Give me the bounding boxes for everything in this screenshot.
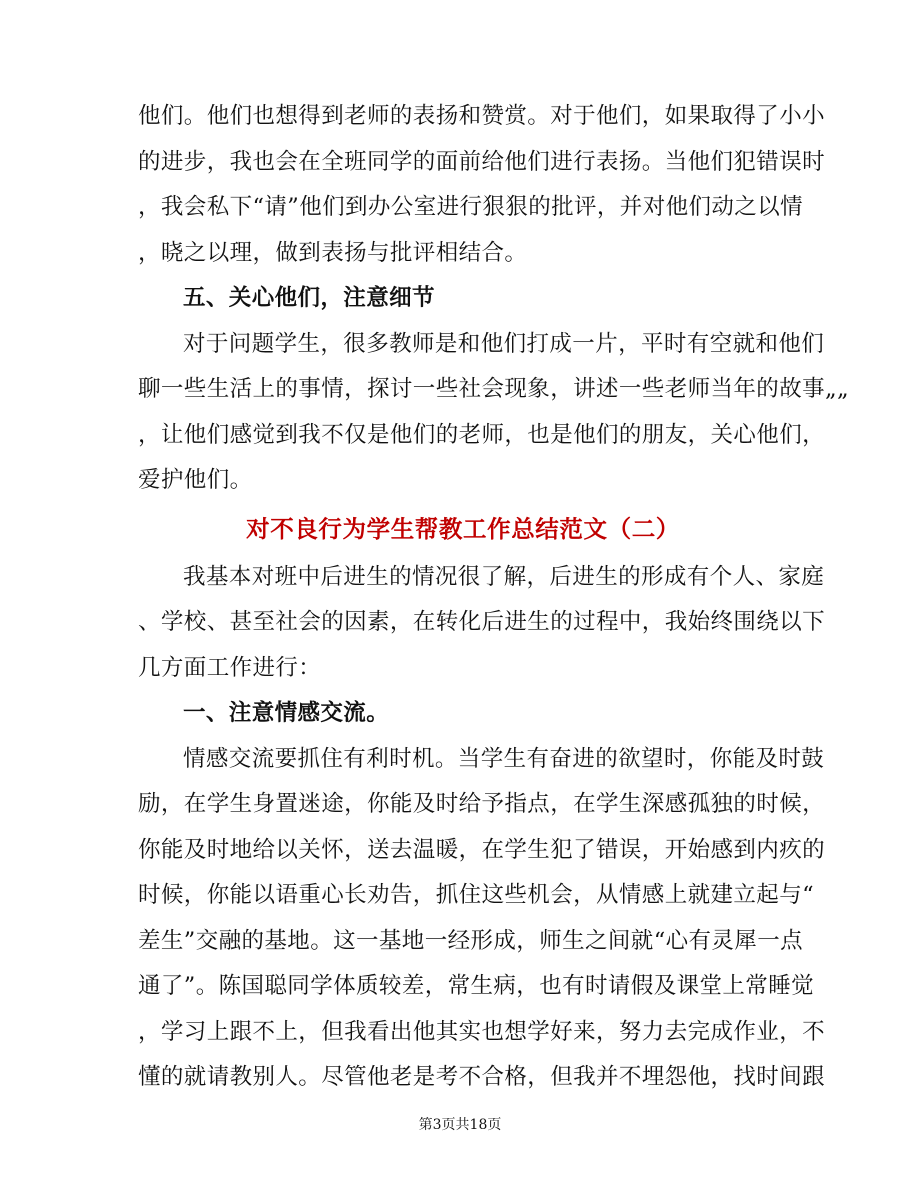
paragraph-care (138, 322, 850, 504)
paragraph-continued (138, 94, 826, 276)
text-line: ，让他们感觉到我不仅是他们的老师，也是他们的朋友，关心他们， (138, 421, 826, 448)
text-line: 懂的就请教别人。尽管他老是考不合格，但我并不埋怨他，找时间跟 (138, 1064, 826, 1090)
text-line: 情感交流要抓住有利时机。当学生有奋进的欲望时，你能及时鼓 (183, 745, 825, 772)
text-line: ，晓之以理，做到表扬与批评相结合。 (138, 239, 528, 266)
paragraph-intro (138, 555, 826, 692)
text-line: 他们。他们也想得到老师的表扬和赞赏。对于他们，如果取得了小小 (138, 103, 826, 129)
text-line: 几方面工作进行： (138, 654, 322, 681)
text-line: 爱护他们。 (138, 467, 253, 493)
text-line: 你能及时地给以关怀，送去温暖，在学生犯了错误，开始感到内疚的 (138, 836, 826, 863)
text-line: 差生”交融的基地。这一基地一经形成，师生之间就“心有灵犀一点 (138, 927, 804, 954)
page-number: 第3页共18页 (418, 1117, 502, 1133)
text-line: 、学校、甚至社会的因素，在转化后进生的过程中，我始终围绕以下 (138, 609, 826, 635)
text-line: ，学习上跟不上，但我看出他其实也想学好来，努力去完成作业，不 (138, 1018, 826, 1045)
text-line: 我基本对班中后进生的情况很了解，后进生的形成有个人、家庭 (183, 563, 825, 590)
section-heading-five: 五、关心他们，注意细节 (183, 285, 435, 311)
text-line: 聊一些生活上的事情，探讨一些社会现象，讲述一些老师当年的故事„„ (138, 376, 850, 402)
text-line: 的进步，我也会在全班同学的面前给他们进行表扬。当他们犯错误时 (138, 148, 826, 175)
paragraph-emotion (138, 737, 826, 1101)
text-line: 通了”。陈国聪同学体质较差，常生病，也有时请假及课堂上常睡觉 (138, 973, 815, 999)
text-line: 对于问题学生，很多教师是和他们打成一片，平时有空就和他们 (183, 330, 825, 357)
text-line: 时候，你能以语重心长劝告，抓住这些机会，从情感上就建立起与“ (138, 882, 815, 908)
document-body (138, 94, 850, 1101)
document-title: 对不良行为学生帮教工作总结范文（二） (246, 514, 680, 543)
section-heading-one: 一、注意情感交流。 (183, 700, 390, 726)
text-line: ，我会私下“请”他们到办公室进行狠狠的批评，并对他们动之以情 (138, 194, 804, 220)
text-line: 励，在学生身置迷途，你能及时给予指点，在学生深感孤独的时候， (138, 791, 826, 817)
